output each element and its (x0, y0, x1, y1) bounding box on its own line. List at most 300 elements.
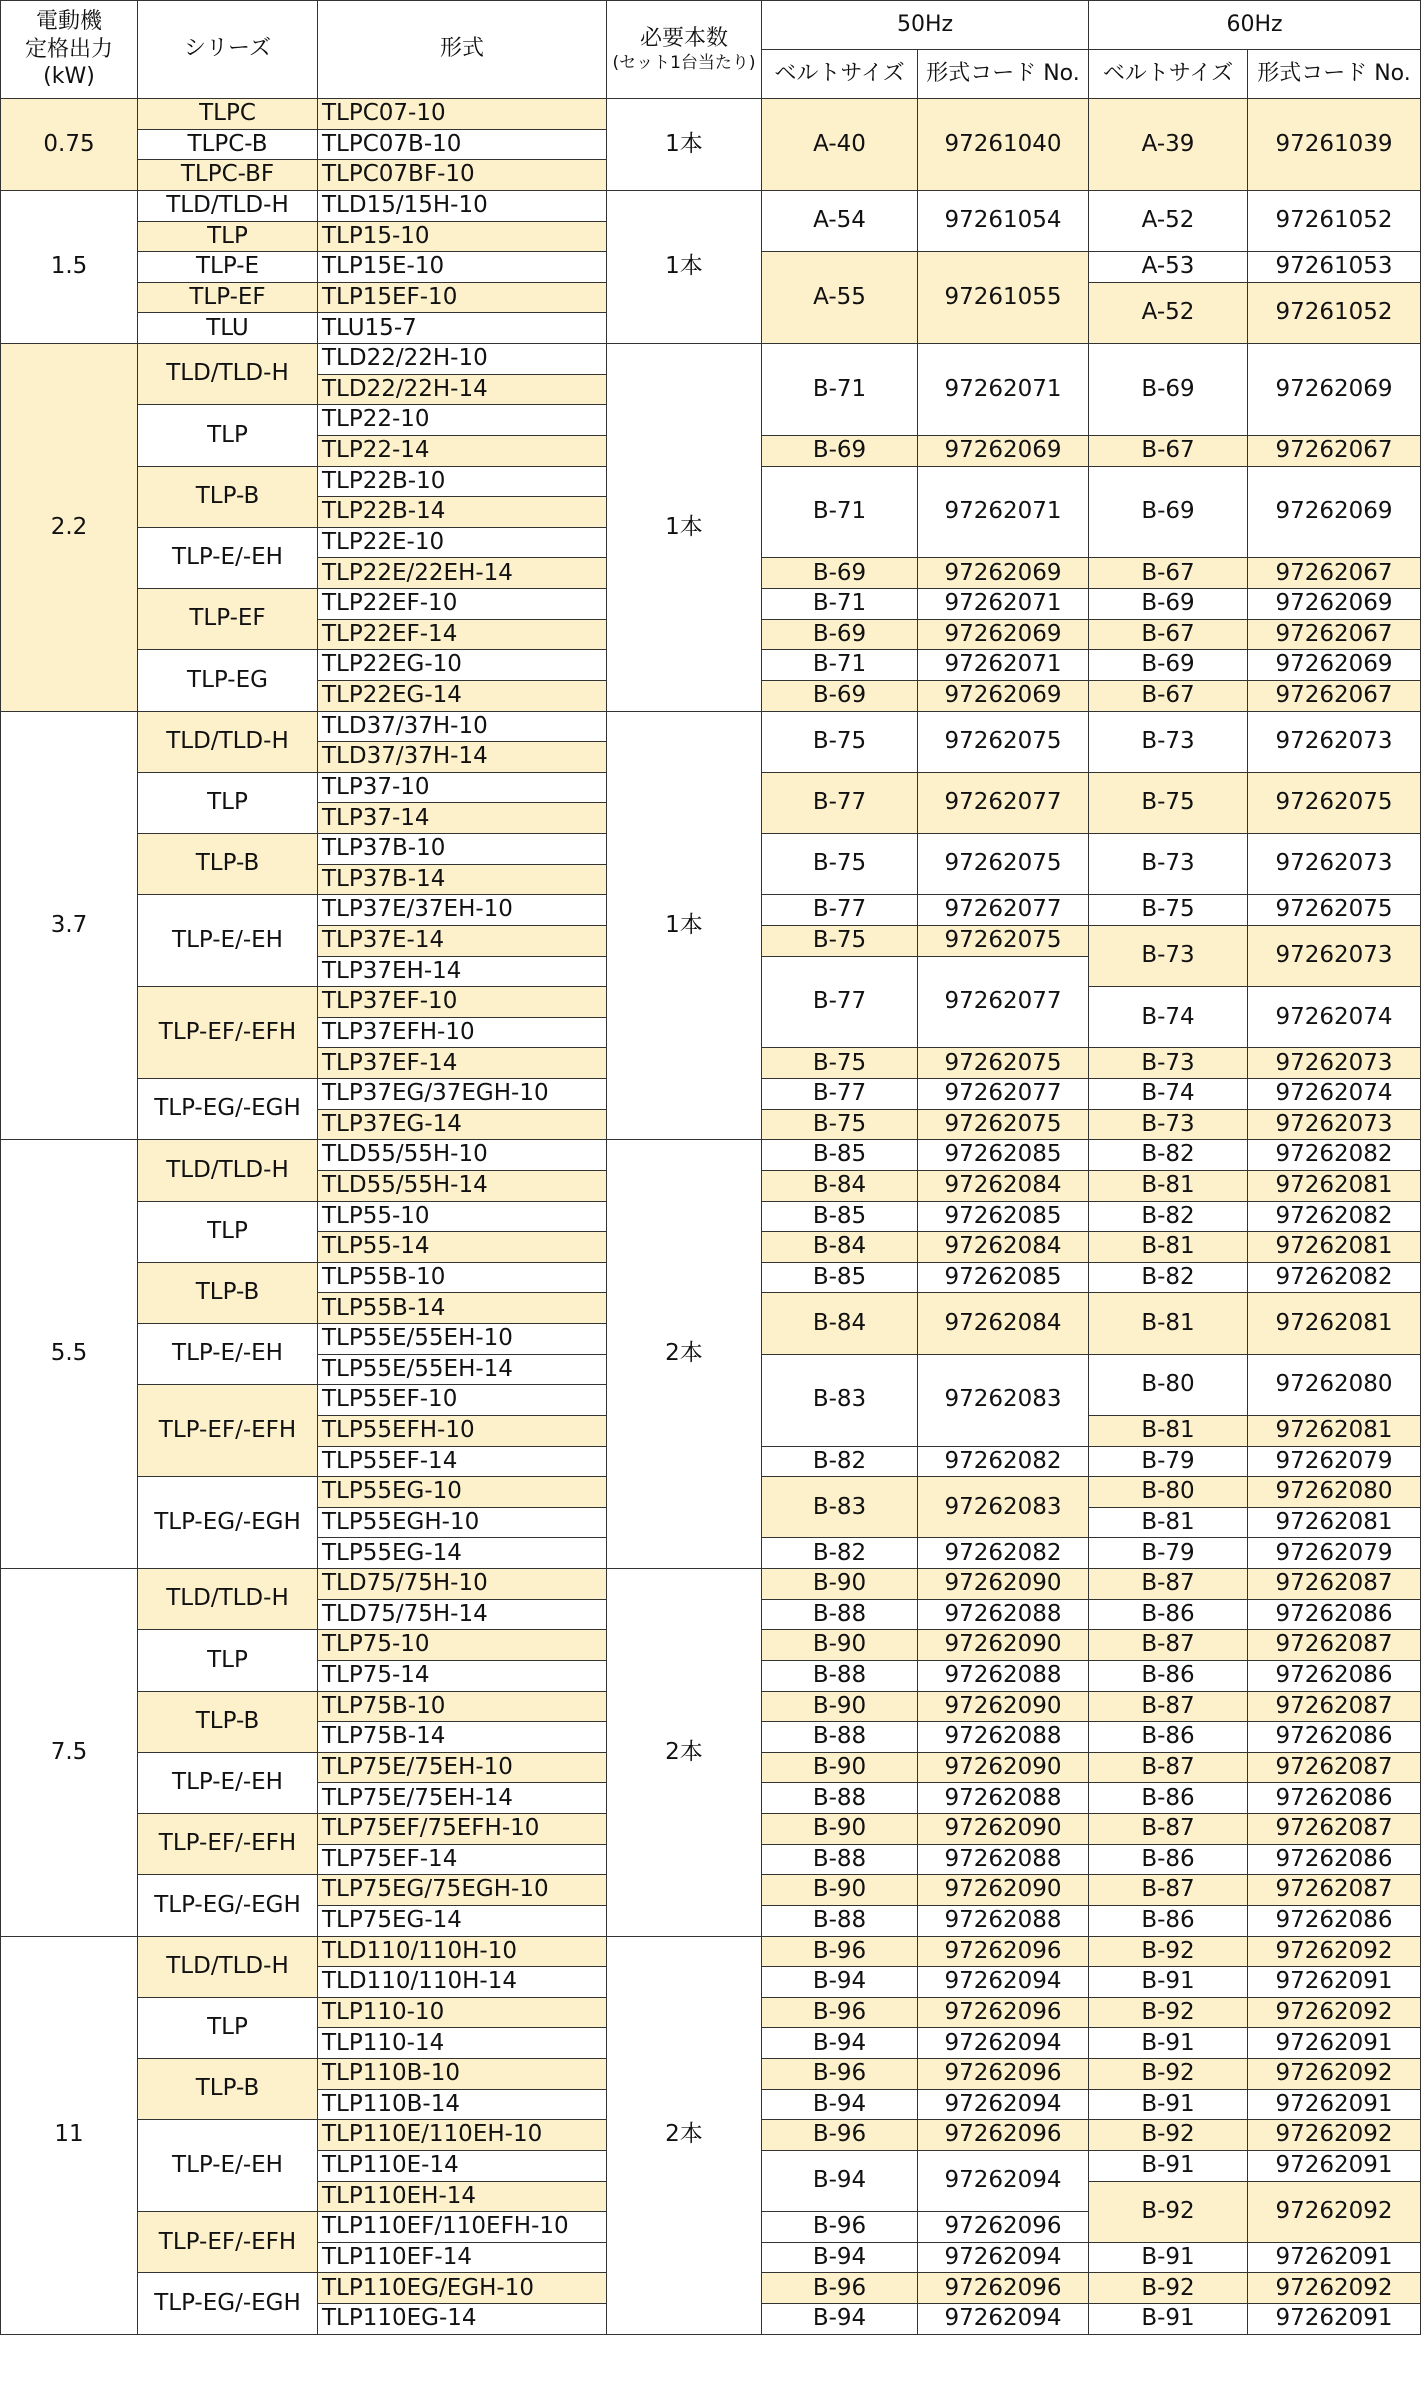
belt50-code-cell: 97262069 (918, 558, 1089, 589)
belt50-code-cell: 97262071 (918, 650, 1089, 681)
belt60-code-cell: 97262092 (1248, 2120, 1421, 2151)
model-cell: TLP110B-10 (318, 2059, 607, 2090)
table-row (1, 190, 1421, 221)
series-cell: TLD/TLD-H (138, 1140, 318, 1201)
model-cell: TLP22B-10 (318, 466, 607, 497)
series-cell: TLP (138, 221, 318, 252)
quantity-cell: 1本 (607, 344, 762, 712)
series-cell: TLP-B (138, 834, 318, 895)
belt60-size-cell: B-74 (1089, 987, 1248, 1048)
belt50-size-cell: B-75 (762, 711, 918, 772)
belt60-size-cell: B-69 (1089, 344, 1248, 436)
model-cell: TLP55EG-10 (318, 1477, 607, 1508)
belt60-size-cell: B-87 (1089, 1875, 1248, 1906)
series-cell: TLP-EG/-EGH (138, 2273, 318, 2334)
model-cell: TLPC07B-10 (318, 129, 607, 160)
model-cell: TLP37EG-14 (318, 1109, 607, 1140)
belt50-size-cell: B-96 (762, 2059, 918, 2090)
belt50-size-cell: B-88 (762, 1722, 918, 1753)
belt50-size-cell: B-82 (762, 1446, 918, 1477)
belt50-code-cell: 97262084 (918, 1232, 1089, 1263)
belt60-size-cell: B-92 (1089, 2273, 1248, 2304)
belt60-size-cell: B-91 (1089, 2242, 1248, 2273)
table-row (1, 1936, 1421, 1967)
belt60-size-cell: B-69 (1089, 650, 1248, 681)
belt60-size-cell: B-73 (1089, 925, 1248, 986)
belt50-code-cell: 97262075 (918, 711, 1089, 772)
belt60-code-cell: 97262081 (1248, 1293, 1421, 1354)
model-cell: TLP110B-14 (318, 2089, 607, 2120)
model-cell: TLD55/55H-14 (318, 1170, 607, 1201)
belt50-code-cell: 97262077 (918, 956, 1089, 1048)
belt60-code-cell: 97262091 (1248, 1967, 1421, 1998)
series-cell: TLPC-B (138, 129, 318, 160)
belt50-size-cell: B-77 (762, 895, 918, 926)
model-cell: TLP22EF-10 (318, 589, 607, 620)
belt60-code-cell: 97262073 (1248, 925, 1421, 986)
series-cell: TLP-E/-EH (138, 1324, 318, 1385)
model-cell: TLP55-10 (318, 1201, 607, 1232)
series-cell: TLPC (138, 99, 318, 130)
belt50-code-cell: 97261054 (918, 190, 1089, 251)
series-cell: TLP-EG (138, 650, 318, 711)
header-50hz-belt-size: ベルトサイズ (762, 50, 918, 99)
model-cell: TLP55E/55EH-10 (318, 1324, 607, 1355)
belt50-size-cell: B-85 (762, 1262, 918, 1293)
model-cell: TLP37B-10 (318, 834, 607, 865)
belt50-size-cell: B-69 (762, 619, 918, 650)
belt60-code-cell: 97262082 (1248, 1201, 1421, 1232)
series-cell: TLP-EG/-EGH (138, 1477, 318, 1569)
belt60-size-cell: B-92 (1089, 2181, 1248, 2242)
output-cell: 11 (1, 1936, 138, 2334)
belt60-code-cell: 97262091 (1248, 2089, 1421, 2120)
belt60-code-cell: 97262087 (1248, 1814, 1421, 1845)
series-cell: TLP-EG/-EGH (138, 1875, 318, 1936)
belt50-size-cell: B-88 (762, 1599, 918, 1630)
model-cell: TLP75-10 (318, 1630, 607, 1661)
belt50-code-cell: 97262085 (918, 1201, 1089, 1232)
model-cell: TLP110-10 (318, 1997, 607, 2028)
model-cell: TLP37EFH-10 (318, 1017, 607, 1048)
quantity-cell: 2本 (607, 1140, 762, 1569)
series-cell: TLP-E/-EH (138, 2120, 318, 2212)
series-cell: TLP-EG/-EGH (138, 1079, 318, 1140)
belt50-code-cell: 97262077 (918, 772, 1089, 833)
output-cell: 0.75 (1, 99, 138, 191)
belt60-code-cell: 97262092 (1248, 2181, 1421, 2242)
belt50-size-cell: B-83 (762, 1354, 918, 1446)
header-series: シリーズ (138, 1, 318, 99)
series-cell: TLP-E (138, 252, 318, 283)
belt60-size-cell: B-79 (1089, 1538, 1248, 1569)
model-cell: TLP110E/110EH-10 (318, 2120, 607, 2151)
belt60-code-cell: 97262079 (1248, 1446, 1421, 1477)
belt50-code-cell: 97262090 (918, 1752, 1089, 1783)
belt60-code-cell: 97262091 (1248, 2028, 1421, 2059)
series-cell: TLD/TLD-H (138, 1569, 318, 1630)
belt50-code-cell: 97262075 (918, 1048, 1089, 1079)
model-cell: TLP22B-14 (318, 497, 607, 528)
model-cell: TLP15EF-10 (318, 282, 607, 313)
belt50-code-cell: 97262085 (918, 1140, 1089, 1171)
model-cell: TLD37/37H-10 (318, 711, 607, 742)
output-cell: 2.2 (1, 344, 138, 712)
belt50-code-cell: 97262090 (918, 1691, 1089, 1722)
belt50-size-cell: A-40 (762, 99, 918, 191)
model-cell: TLP110-14 (318, 2028, 607, 2059)
belt50-code-cell: 97261040 (918, 99, 1089, 191)
belt50-size-cell: B-90 (762, 1630, 918, 1661)
table-row (1, 99, 1421, 130)
belt60-code-cell: 97261052 (1248, 282, 1421, 343)
belt60-size-cell: B-86 (1089, 1783, 1248, 1814)
belt50-code-cell: 97262085 (918, 1262, 1089, 1293)
quantity-cell: 1本 (607, 711, 762, 1140)
model-cell: TLP22-10 (318, 405, 607, 436)
output-cell: 7.5 (1, 1569, 138, 1937)
model-cell: TLP75EF-14 (318, 1844, 607, 1875)
belt50-size-cell: B-69 (762, 558, 918, 589)
belt50-code-cell: 97262096 (918, 1997, 1089, 2028)
belt60-size-cell: B-75 (1089, 895, 1248, 926)
belt50-code-cell: 97262094 (918, 1967, 1089, 1998)
header-output-unit: (kW) (43, 64, 95, 90)
series-cell: TLP-EF/-EFH (138, 2212, 318, 2273)
model-cell: TLP22EG-14 (318, 680, 607, 711)
belt50-size-cell: B-96 (762, 1936, 918, 1967)
belt50-code-cell: 97262077 (918, 895, 1089, 926)
model-cell: TLP37E-14 (318, 925, 607, 956)
belt60-size-cell: B-73 (1089, 711, 1248, 772)
belt60-size-cell: B-92 (1089, 1997, 1248, 2028)
belt50-code-cell: 97262084 (918, 1170, 1089, 1201)
series-cell: TLP-B (138, 2059, 318, 2120)
belt60-code-cell: 97262080 (1248, 1477, 1421, 1508)
belt50-size-cell: B-85 (762, 1140, 918, 1171)
model-cell: TLP55B-14 (318, 1293, 607, 1324)
header-50hz-code-no: 形式コード No. (918, 50, 1089, 99)
belt60-code-cell: 97262086 (1248, 1844, 1421, 1875)
belt50-code-cell: 97262094 (918, 2304, 1089, 2335)
belt50-code-cell: 97262071 (918, 466, 1089, 558)
belt60-code-cell: 97262074 (1248, 987, 1421, 1048)
series-cell: TLD/TLD-H (138, 711, 318, 772)
model-cell: TLP22EG-10 (318, 650, 607, 681)
model-cell: TLD22/22H-14 (318, 374, 607, 405)
model-cell: TLP55E/55EH-14 (318, 1354, 607, 1385)
series-cell: TLU (138, 313, 318, 344)
belt60-size-cell: B-75 (1089, 772, 1248, 833)
model-cell: TLP75EG-14 (318, 1905, 607, 1936)
belt60-size-cell: A-53 (1089, 252, 1248, 283)
model-cell: TLPC07-10 (318, 99, 607, 130)
belt60-code-cell: 97262073 (1248, 1048, 1421, 1079)
belt50-size-cell: B-96 (762, 2212, 918, 2243)
table-row (1, 711, 1421, 742)
belt60-size-cell: B-82 (1089, 1201, 1248, 1232)
model-cell: TLPC07BF-10 (318, 160, 607, 191)
model-cell: TLP75-14 (318, 1660, 607, 1691)
belt50-size-cell: B-83 (762, 1477, 918, 1538)
belt60-size-cell: B-73 (1089, 1048, 1248, 1079)
belt60-size-cell: B-69 (1089, 466, 1248, 558)
header-quantity-note: (セット1台当たり) (612, 52, 756, 73)
belt60-code-cell: 97262073 (1248, 834, 1421, 895)
series-cell: TLP (138, 1630, 318, 1691)
model-cell: TLD75/75H-10 (318, 1569, 607, 1600)
belt50-code-cell: 97262096 (918, 2273, 1089, 2304)
belt50-code-cell: 97262088 (918, 1660, 1089, 1691)
model-cell: TLP37EF-10 (318, 987, 607, 1018)
belt50-size-cell: B-71 (762, 466, 918, 558)
belt50-size-cell: B-82 (762, 1538, 918, 1569)
belt50-code-cell: 97262071 (918, 344, 1089, 436)
belt60-code-cell: 97262067 (1248, 680, 1421, 711)
model-cell: TLP15-10 (318, 221, 607, 252)
model-cell: TLP75B-10 (318, 1691, 607, 1722)
header-output-line2: 定格出力 (24, 36, 113, 62)
belt50-size-cell: B-96 (762, 2120, 918, 2151)
belt50-code-cell: 97261055 (918, 252, 1089, 344)
belt50-size-cell: B-90 (762, 1691, 918, 1722)
model-cell: TLP55-14 (318, 1232, 607, 1263)
belt50-size-cell: B-88 (762, 1783, 918, 1814)
belt60-size-cell: B-91 (1089, 2150, 1248, 2181)
belt60-code-cell: 97262081 (1248, 1507, 1421, 1538)
model-cell: TLP37EG/37EGH-10 (318, 1079, 607, 1110)
belt60-code-cell: 97262086 (1248, 1905, 1421, 1936)
belt50-size-cell: B-77 (762, 956, 918, 1048)
belt60-size-cell: B-81 (1089, 1232, 1248, 1263)
quantity-cell: 2本 (607, 1936, 762, 2334)
belt50-size-cell: B-90 (762, 1814, 918, 1845)
quantity-cell: 2本 (607, 1569, 762, 1937)
series-cell: TLP-E/-EH (138, 895, 318, 987)
series-cell: TLP (138, 1201, 318, 1262)
series-cell: TLP-EF/-EFH (138, 987, 318, 1079)
belt60-code-cell: 97262075 (1248, 772, 1421, 833)
belt60-code-cell: 97262087 (1248, 1875, 1421, 1906)
header-60hz-code-no: 形式コード No. (1248, 50, 1421, 99)
belt60-size-cell: A-39 (1089, 99, 1248, 191)
belt60-code-cell: 97262087 (1248, 1752, 1421, 1783)
header-50hz: 50Hz (762, 1, 1089, 50)
belt50-code-cell: 97262094 (918, 2242, 1089, 2273)
belt50-code-cell: 97262083 (918, 1477, 1089, 1538)
header-output (1, 1, 138, 99)
belt60-size-cell: B-69 (1089, 589, 1248, 620)
model-cell: TLP110EF-14 (318, 2242, 607, 2273)
belt50-size-cell: B-84 (762, 1293, 918, 1354)
belt60-size-cell: B-86 (1089, 1844, 1248, 1875)
belt50-size-cell: A-55 (762, 252, 918, 344)
belt50-code-cell: 97262094 (918, 2150, 1089, 2211)
belt60-code-cell: 97262073 (1248, 1109, 1421, 1140)
model-cell: TLP37E/37EH-10 (318, 895, 607, 926)
belt50-size-cell: B-90 (762, 1875, 918, 1906)
model-cell: TLD22/22H-10 (318, 344, 607, 375)
belt60-size-cell: B-67 (1089, 680, 1248, 711)
table-row (1, 1569, 1421, 1600)
header-model: 形式 (318, 1, 607, 99)
belt50-code-cell: 97262082 (918, 1538, 1089, 1569)
model-cell: TLP37EH-14 (318, 956, 607, 987)
belt50-code-cell: 97262088 (918, 1722, 1089, 1753)
model-cell: TLP37-10 (318, 772, 607, 803)
output-cell: 1.5 (1, 190, 138, 343)
quantity-cell: 1本 (607, 190, 762, 343)
model-cell: TLP22E-10 (318, 527, 607, 558)
belt50-size-cell: B-77 (762, 1079, 918, 1110)
belt50-size-cell: B-96 (762, 1997, 918, 2028)
belt60-size-cell: B-81 (1089, 1170, 1248, 1201)
belt50-code-cell: 97262088 (918, 1783, 1089, 1814)
belt50-size-cell: B-94 (762, 2242, 918, 2273)
belt50-code-cell: 97262088 (918, 1844, 1089, 1875)
belt60-code-cell: 97262092 (1248, 1936, 1421, 1967)
belt60-size-cell: B-86 (1089, 1722, 1248, 1753)
belt50-size-cell: B-88 (762, 1844, 918, 1875)
belt50-size-cell: B-71 (762, 589, 918, 620)
series-cell: TLP-B (138, 1262, 318, 1323)
model-cell: TLD110/110H-10 (318, 1936, 607, 1967)
model-cell: TLP55EF-14 (318, 1446, 607, 1477)
belt60-size-cell: A-52 (1089, 190, 1248, 251)
belt60-code-cell: 97262081 (1248, 1232, 1421, 1263)
belt60-code-cell: 97262081 (1248, 1415, 1421, 1446)
header-quantity (607, 1, 762, 99)
belt60-code-cell: 97262092 (1248, 1997, 1421, 2028)
belt60-size-cell: B-73 (1089, 834, 1248, 895)
belt60-size-cell: B-80 (1089, 1477, 1248, 1508)
belt50-code-cell: 97262096 (918, 2120, 1089, 2151)
series-cell: TLP (138, 1997, 318, 2058)
model-cell: TLD55/55H-10 (318, 1140, 607, 1171)
model-cell: TLP22-14 (318, 435, 607, 466)
series-cell: TLPC-BF (138, 160, 318, 191)
belt50-code-cell: 97262096 (918, 1936, 1089, 1967)
model-cell: TLP37EF-14 (318, 1048, 607, 1079)
model-cell: TLP22E/22EH-14 (318, 558, 607, 589)
belt50-size-cell: B-71 (762, 650, 918, 681)
belt50-size-cell: B-94 (762, 1967, 918, 1998)
belt60-size-cell: B-79 (1089, 1446, 1248, 1477)
series-cell: TLP-EF (138, 282, 318, 313)
belt60-size-cell: B-86 (1089, 1905, 1248, 1936)
model-cell: TLP75EG/75EGH-10 (318, 1875, 607, 1906)
belt60-code-cell: 97262067 (1248, 619, 1421, 650)
belt50-code-cell: 97262088 (918, 1905, 1089, 1936)
belt50-code-cell: 97262096 (918, 2212, 1089, 2243)
belt50-code-cell: 97262082 (918, 1446, 1089, 1477)
belt60-size-cell: B-81 (1089, 1507, 1248, 1538)
belt60-code-cell: 97261039 (1248, 99, 1421, 191)
belt60-size-cell: B-92 (1089, 2059, 1248, 2090)
model-cell: TLP75B-14 (318, 1722, 607, 1753)
model-cell: TLD15/15H-10 (318, 190, 607, 221)
belt60-code-cell: 97262086 (1248, 1722, 1421, 1753)
output-cell: 5.5 (1, 1140, 138, 1569)
belt60-size-cell: B-81 (1089, 1415, 1248, 1446)
belt60-code-cell: 97262082 (1248, 1262, 1421, 1293)
model-cell: TLD110/110H-14 (318, 1967, 607, 1998)
belt60-code-cell: 97262069 (1248, 344, 1421, 436)
belt60-size-cell: B-87 (1089, 1752, 1248, 1783)
series-cell: TLD/TLD-H (138, 190, 318, 221)
belt60-size-cell: A-52 (1089, 282, 1248, 343)
belt50-code-cell: 97262083 (918, 1354, 1089, 1446)
model-cell: TLU15-7 (318, 313, 607, 344)
belt60-code-cell: 97261052 (1248, 190, 1421, 251)
belt60-size-cell: B-87 (1089, 1814, 1248, 1845)
belt60-code-cell: 97262091 (1248, 2242, 1421, 2273)
table-body (1, 99, 1421, 2335)
header-output-line1: 電動機 (35, 9, 102, 35)
belt50-code-cell: 97262075 (918, 1109, 1089, 1140)
belt50-size-cell: B-75 (762, 834, 918, 895)
series-cell: TLP-B (138, 466, 318, 527)
belt60-size-cell: B-67 (1089, 558, 1248, 589)
belt50-size-cell: B-69 (762, 435, 918, 466)
series-cell: TLD/TLD-H (138, 344, 318, 405)
model-cell: TLP55EFH-10 (318, 1415, 607, 1446)
belt50-size-cell: B-96 (762, 2273, 918, 2304)
belt50-code-cell: 97262084 (918, 1293, 1089, 1354)
model-cell: TLP37B-14 (318, 864, 607, 895)
belt60-code-cell: 97261053 (1248, 252, 1421, 283)
belt60-code-cell: 97262087 (1248, 1569, 1421, 1600)
series-cell: TLP-E/-EH (138, 527, 318, 588)
header-quantity-label: 必要本数 (639, 26, 728, 52)
belt60-size-cell: B-91 (1089, 2089, 1248, 2120)
belt50-code-cell: 97262069 (918, 435, 1089, 466)
series-cell: TLP-EF/-EFH (138, 1385, 318, 1477)
belt50-code-cell: 97262090 (918, 1630, 1089, 1661)
belt50-size-cell: B-90 (762, 1569, 918, 1600)
belt50-size-cell: B-94 (762, 2089, 918, 2120)
belt60-code-cell: 97262092 (1248, 2059, 1421, 2090)
belt60-code-cell: 97262082 (1248, 1140, 1421, 1171)
belt50-size-cell: B-94 (762, 2304, 918, 2335)
header-60hz-belt-size: ベルトサイズ (1089, 50, 1248, 99)
belt60-size-cell: B-67 (1089, 435, 1248, 466)
belt60-size-cell: B-82 (1089, 1262, 1248, 1293)
belt50-size-cell: B-69 (762, 680, 918, 711)
belt50-size-cell: B-84 (762, 1232, 918, 1263)
belt50-code-cell: 97262094 (918, 2089, 1089, 2120)
belt50-code-cell: 97262069 (918, 619, 1089, 650)
belt60-code-cell: 97262079 (1248, 1538, 1421, 1569)
belt50-size-cell: B-84 (762, 1170, 918, 1201)
belt60-size-cell: B-87 (1089, 1569, 1248, 1600)
belt50-size-cell: B-75 (762, 1048, 918, 1079)
belt50-code-cell: 97262090 (918, 1875, 1089, 1906)
belt50-size-cell: B-77 (762, 772, 918, 833)
belt50-code-cell: 97262075 (918, 925, 1089, 956)
series-cell: TLP (138, 772, 318, 833)
quantity-cell: 1本 (607, 99, 762, 191)
belt60-code-cell: 97262067 (1248, 558, 1421, 589)
belt50-size-cell: B-71 (762, 344, 918, 436)
model-cell: TLP110E-14 (318, 2150, 607, 2181)
belt50-size-cell: B-75 (762, 1109, 918, 1140)
header-60hz: 60Hz (1089, 1, 1421, 50)
belt60-size-cell: B-87 (1089, 1691, 1248, 1722)
belt60-code-cell: 97262073 (1248, 711, 1421, 772)
model-cell: TLD37/37H-14 (318, 742, 607, 773)
model-cell: TLP37-14 (318, 803, 607, 834)
